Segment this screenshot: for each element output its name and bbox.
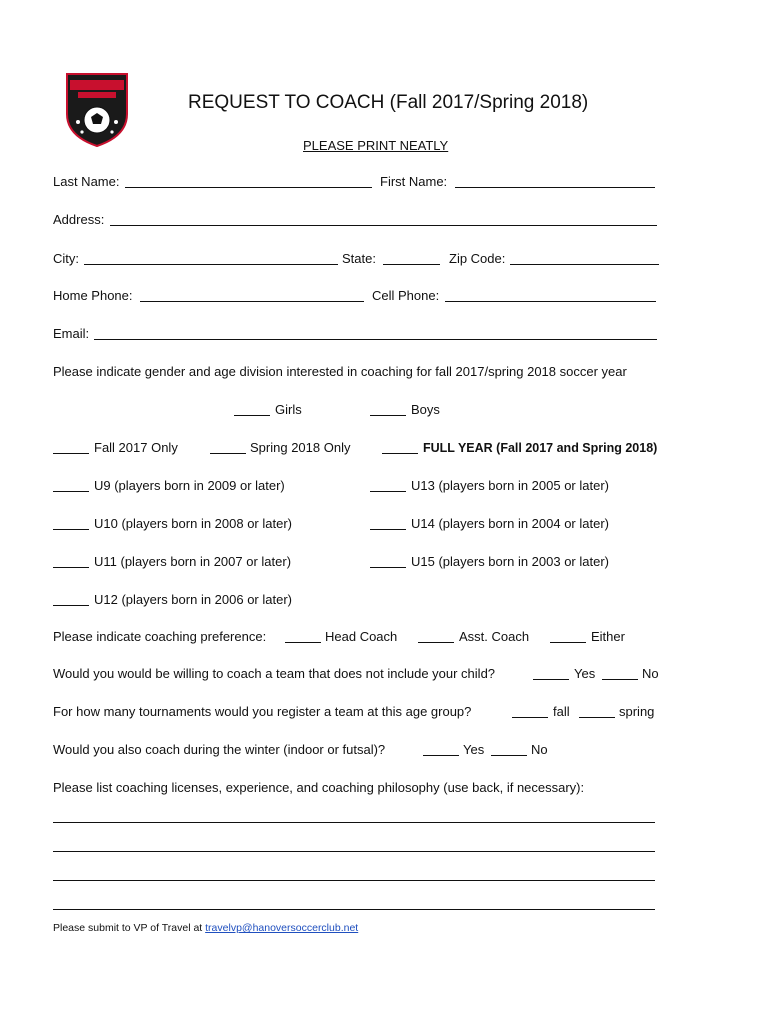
city-field[interactable] xyxy=(84,264,338,265)
willing-question: Would you would be willing to coach a team that does not include your child? xyxy=(53,666,496,681)
tournaments-fall-blank[interactable] xyxy=(512,717,548,718)
city-label: City: xyxy=(53,251,79,266)
head-coach-blank[interactable] xyxy=(285,642,321,643)
u10-label: U10 (players born in 2008 or later) xyxy=(94,516,292,531)
spring-only-blank[interactable] xyxy=(210,453,246,454)
u11-blank[interactable] xyxy=(53,567,89,568)
willing-no-label: No xyxy=(642,666,659,681)
u12-blank[interactable] xyxy=(53,605,89,606)
winter-no-blank[interactable] xyxy=(491,755,527,756)
cell-phone-label: Cell Phone: xyxy=(372,288,440,303)
u13-label: U13 (players born in 2005 or later) xyxy=(411,478,609,493)
tournaments-question: For how many tournaments would you register a team at this age group? xyxy=(53,704,472,719)
winter-yes-label: Yes xyxy=(463,742,485,757)
fall-only-label: Fall 2017 Only xyxy=(94,440,178,455)
division-instruction: Please indicate gender and age division interested in coaching for fall 2017/spring 2018 soccer year xyxy=(53,364,627,379)
last-name-label: Last Name: xyxy=(53,174,120,189)
tournaments-spring-blank[interactable] xyxy=(579,717,615,718)
winter-question: Would you also coach during the winter (indoor or futsal)? xyxy=(53,742,386,757)
first-name-label: First Name: xyxy=(380,174,448,189)
asst-coach-blank[interactable] xyxy=(418,642,454,643)
licenses-line[interactable] xyxy=(53,909,655,910)
girls-label: Girls xyxy=(275,402,302,417)
either-label: Either xyxy=(591,629,625,644)
state-field[interactable] xyxy=(383,264,440,265)
u9-blank[interactable] xyxy=(53,491,89,492)
u15-blank[interactable] xyxy=(370,567,406,568)
willing-no-blank[interactable] xyxy=(602,679,638,680)
state-label: State: xyxy=(342,251,376,266)
address-label: Address: xyxy=(53,212,105,227)
winter-yes-blank[interactable] xyxy=(423,755,459,756)
u9-label: U9 (players born in 2009 or later) xyxy=(94,478,285,493)
u12-label: U12 (players born in 2006 or later) xyxy=(94,592,292,607)
u14-blank[interactable] xyxy=(370,529,406,530)
licenses-line[interactable] xyxy=(53,822,655,823)
footer-email-link[interactable]: travelvp@hanoversoccerclub.net xyxy=(205,922,359,934)
u10-blank[interactable] xyxy=(53,529,89,530)
girls-blank[interactable] xyxy=(234,415,270,416)
fall-only-blank[interactable] xyxy=(53,453,89,454)
club-logo xyxy=(64,70,130,148)
zip-label: Zip Code: xyxy=(449,251,506,266)
preference-label: Please indicate coaching preference: xyxy=(53,629,267,644)
licenses-line[interactable] xyxy=(53,880,655,881)
willing-yes-label: Yes xyxy=(574,666,596,681)
spring-only-label: Spring 2018 Only xyxy=(250,440,351,455)
home-phone-label: Home Phone: xyxy=(53,288,133,303)
boys-blank[interactable] xyxy=(370,415,406,416)
winter-no-label: No xyxy=(531,742,548,757)
tournaments-fall-label: fall xyxy=(553,704,570,719)
cell-phone-field[interactable] xyxy=(445,301,656,302)
home-phone-field[interactable] xyxy=(140,301,364,302)
form-title: REQUEST TO COACH (Fall 2017/Spring 2018) xyxy=(188,92,589,113)
footer-text: Please submit to VP of Travel at xyxy=(53,922,203,934)
willing-yes-blank[interactable] xyxy=(533,679,569,680)
u15-label: U15 (players born in 2003 or later) xyxy=(411,554,609,569)
u13-blank[interactable] xyxy=(370,491,406,492)
head-coach-label: Head Coach xyxy=(325,629,398,644)
email-label: Email: xyxy=(53,326,90,341)
footer-note xyxy=(53,922,358,934)
full-year-label: FULL YEAR (Fall 2017 and Spring 2018) xyxy=(423,441,658,455)
either-blank[interactable] xyxy=(550,642,586,643)
asst-coach-label: Asst. Coach xyxy=(459,629,530,644)
full-year-blank[interactable] xyxy=(382,453,418,454)
licenses-line[interactable] xyxy=(53,851,655,852)
tournaments-spring-label: spring xyxy=(619,704,655,719)
u14-label: U14 (players born in 2004 or later) xyxy=(411,516,609,531)
address-field[interactable] xyxy=(110,225,657,226)
form-subtitle: PLEASE PRINT NEATLY xyxy=(303,138,449,153)
u11-label: U11 (players born in 2007 or later) xyxy=(94,554,292,569)
licenses-prompt: Please list coaching licenses, experience, and coaching philosophy (use back, if necessary): xyxy=(53,780,585,795)
first-name-field[interactable] xyxy=(455,187,655,188)
boys-label: Boys xyxy=(411,402,440,417)
last-name-field[interactable] xyxy=(125,187,372,188)
zip-field[interactable] xyxy=(510,264,659,265)
email-field[interactable] xyxy=(94,339,657,340)
